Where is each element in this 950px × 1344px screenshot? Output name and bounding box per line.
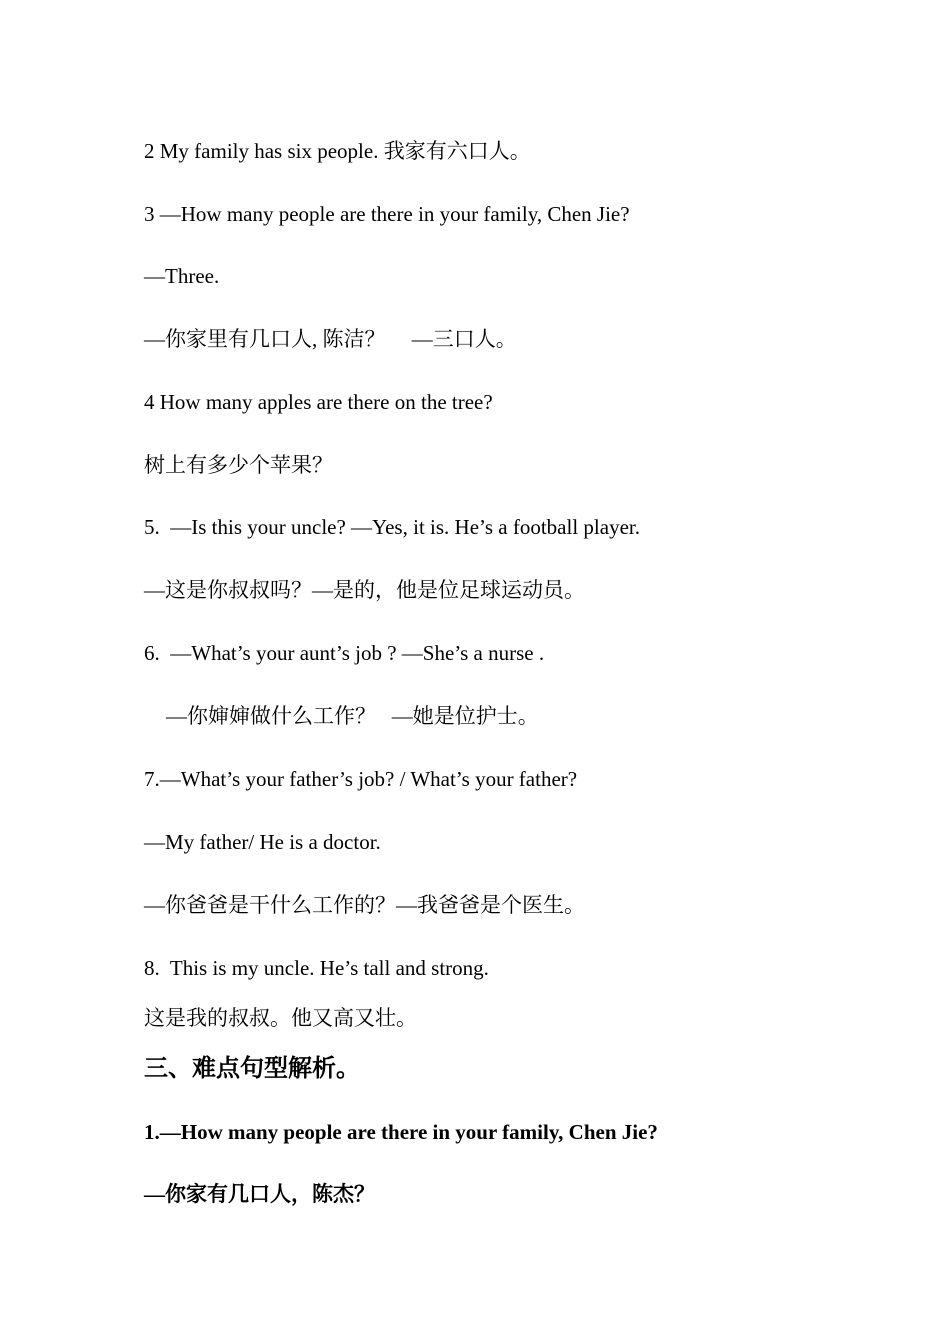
analysis-sentence-1: 1.—How many people are there in your family, Chen Jie? bbox=[144, 1120, 658, 1144]
sentence-8-translation: 这是我的叔叔。他又高又壮。 bbox=[144, 1006, 417, 1030]
sentence-5: 5. —Is this your uncle? —Yes, it is. He’s a football player. bbox=[144, 515, 640, 539]
sentence-3-question: 3 —How many people are there in your family, Chen Jie? bbox=[144, 202, 630, 226]
sentence-4: 4 How many apples are there on the tree? bbox=[144, 390, 493, 414]
sentence-7-translation: —你爸爸是干什么工作的？—我爸爸是个医生。 bbox=[144, 893, 585, 917]
sentence-7-answer: —My father/ He is a doctor. bbox=[144, 830, 381, 854]
sentence-8: 8. This is my uncle. He’s tall and strong. bbox=[144, 956, 489, 980]
sentence-2: 2 My family has six people. 我家有六口人。 bbox=[144, 139, 531, 163]
section-heading: 三、难点句型解析。 bbox=[144, 1054, 360, 1082]
sentence-3-answer: —Three. bbox=[144, 264, 220, 288]
sentence-6-translation: —你婶婶做什么工作？ —她是位护士。 bbox=[166, 704, 539, 728]
sentence-5-translation: —这是你叔叔吗？—是的，他是位足球运动员。 bbox=[144, 578, 585, 602]
sentence-6: 6. —What’s your aunt’s job ? —She’s a nurse . bbox=[144, 641, 545, 665]
sentence-4-translation: 树上有多少个苹果？ bbox=[144, 453, 333, 477]
sentence-7-question: 7.—What’s your father’s job? / What’s your father? bbox=[144, 767, 578, 791]
analysis-translation-1: —你家有几口人，陈杰？ bbox=[144, 1182, 375, 1206]
sentence-3-translation: —你家里有几口人, 陈洁？ —三口人。 bbox=[144, 327, 517, 351]
